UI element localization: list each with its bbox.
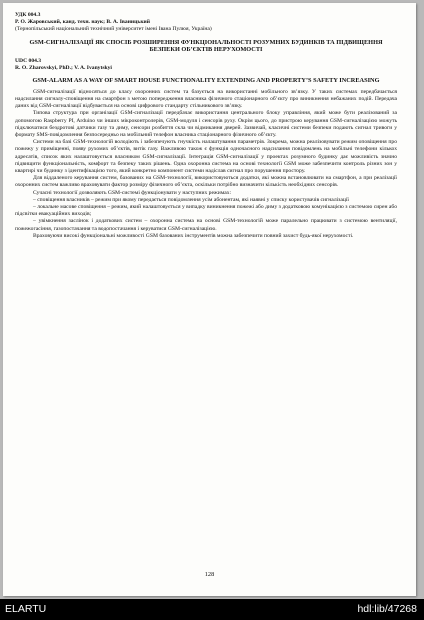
paragraph-6: – сповіщення власників – режим при якому передається повідомлення усім абонентам, які наявні у списку користувачів сигналізації bbox=[33, 196, 349, 203]
paragraph-2: Типова структура при організації GSM-сигналізації передбачає використання центрального блоку управління, який може бути реалізований за допомогою Raspberry PI, Arduino чи інших мікроконтролерів, GSM-модуля і сенсорів руху. Окрім цього, до пристрою керування GSM-сигналізацією можуть підключатися бездротові датчики газу та диму, сенсори розбиття скла чи відмикання дверей. Зазвичай, класичні системи безпеки подають сигнал тривоги у формату SMS-повідомлення безпосередньо на мобільний телефон власника стаціонарного фізичного об’єкту. bbox=[15, 110, 397, 139]
document-page bbox=[3, 3, 416, 596]
affiliation-ua: (Тернопільський національний технічний університет імені Івана Пулюя, Україна) bbox=[15, 26, 212, 33]
paragraph-3: Системи на базі GSM-технологій володіють і забезпечують гнучкість налаштування параметрів. Зокрема, можна реалізовувати режим оповіщення про пожежу у приміщенні, появу рухомих об’єктів, витік газу. Важливою також є функція одночасного надсилання повідомлень на мобільні телефони кількох адресатів, список яких налаштовується власником GSM-сигналізації. Інтеграція GSM-сигналізації у проектах розумного будинку дає можливість значно підвищити функціональність, комфорт та безпеку таких рішень. Одна охоронна система на основі технології GSM може забезпечити контроль різних зон у квартирі чи будинку з ідентифікацією того, який конкретно компонент системи надіслав сигнал про порушення простору. bbox=[15, 139, 397, 175]
page-content bbox=[15, 12, 397, 240]
udc-code-en: UDC 004.3 bbox=[15, 57, 42, 64]
footer-bar bbox=[0, 599, 424, 620]
paragraph-9: Враховуючи високі функціональні можливості GSM базованих інструментів можна забезпечити повний захист будь-якої нерухомості. bbox=[33, 232, 354, 239]
footer-handle-link[interactable]: hdl:lib/47268 bbox=[357, 603, 417, 615]
footer-left-label: ELARTU bbox=[5, 603, 47, 615]
page-number: 128 bbox=[204, 571, 215, 578]
udc-code-ua: УДК 004.3 bbox=[15, 12, 41, 18]
authors-en: R. O. Zharovskyi, PhD.; V. A. Ivanytskyi bbox=[15, 65, 112, 71]
authors-ua: Р. О. Жаровський, канд. техн. наук; В. А. Іваницький bbox=[15, 19, 151, 26]
title-ua: GSM-СИГНАЛІЗАЦІЇ ЯК СПОСІБ РОЗШИРЕННЯ ФУНКЦІОНАЛЬНОСТІ РОЗУМНИХ БУДИНКІВ ТА ПІДВИЩЕННЯ БЕЗПЕКИ ОБ’ЄКТІВ НЕРУХОМОСТІ bbox=[29, 38, 383, 54]
paragraph-8: – увімкнення заслінок і додаткових систем – охоронна система на основі GSM-технологій може паралельно працювати з системою вентиляції, пожежогасіння, газопостачання та водопостачання і керуватися GSM-сигналізацією. bbox=[15, 218, 397, 232]
paragraph-5: Сучасні технології дозволяють GSM-системі функціонувати у наступних режимах: bbox=[33, 189, 232, 196]
paragraph-1: GSM-сигналізації відносяться до класу охоронних систем та базується на використанні мобільного зв’язку. У таких системах передбачається надсилання сигналу-сповіщення на смартфон з метою попередження власника фізичного стаціонарного об’єкту про виникнення небажаних подій. Передача даних від GSM-сигналізації відбувається на основі цифрового стандарту стільникового зв’язку. bbox=[15, 88, 397, 110]
title-en: GSM-ALARM AS A WAY OF SMART HOUSE FUNCTIONALITY EXTENDING AND PROPERTY’S SAFETY INCREASING bbox=[32, 77, 380, 85]
paragraph-7: – локальне масове сповіщення – режим, який налаштовується у випадку виникнення пожежі або диму з додатковою комунікацією з системою сирен або підсвітки евакуаційних виходів; bbox=[15, 204, 397, 218]
paragraph-4: Для віддаленого керування систем, базованих на GSM-технології, використовуються додатки, які можна встановлювати на смартфон, а при реалізації охоронних систем важливо враховувати фактор розміру фізичного об’єкта, оскільки потрібно визначити кількість необхідних сенсорів. bbox=[15, 175, 397, 189]
